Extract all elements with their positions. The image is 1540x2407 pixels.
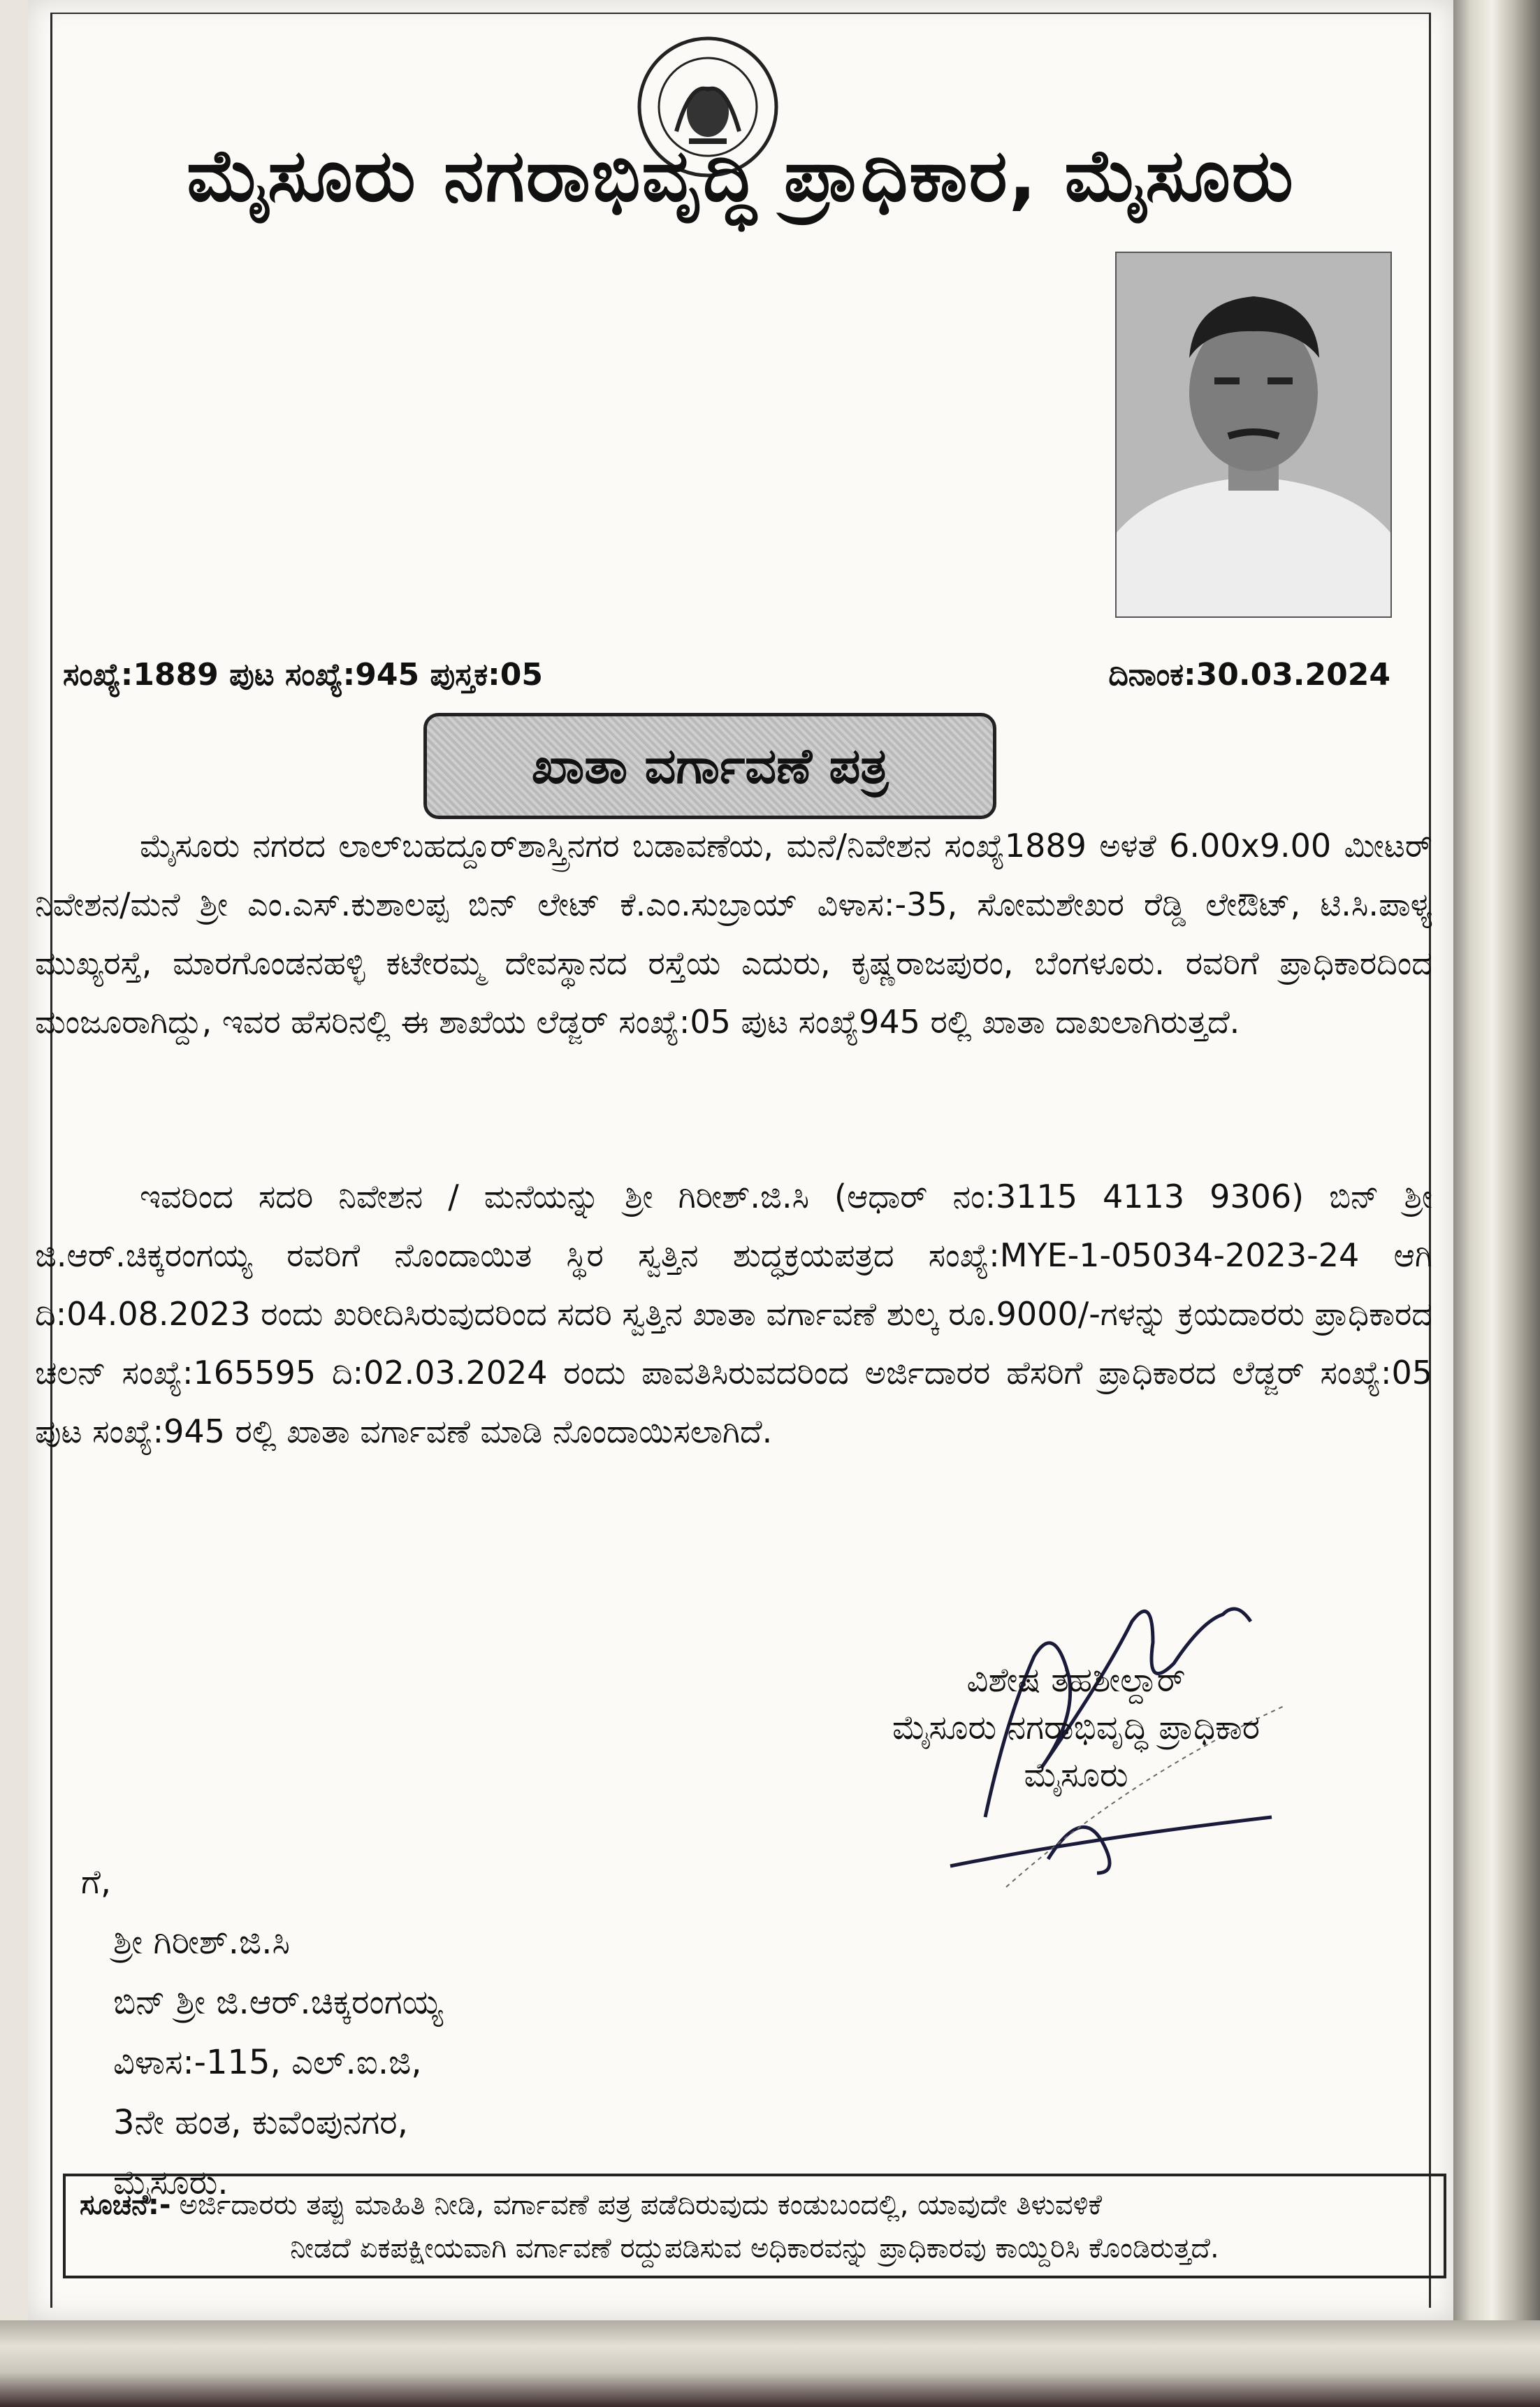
recipient-name: ಶ್ರೀ ಗಿರೀಶ್.ಜಿ.ಸಿ xyxy=(113,1923,291,1962)
notice-text-2: ನೀಡದೆ ಏಕಪಕ್ಷೀಯವಾಗಿ ವರ್ಗಾವಣೆ ರದ್ದುಪಡಿಸುವ ಅಧಿಕಾರವನ್ನು ಪ್ರಾಧಿಕಾರವು ಕಾಯ್ದಿರಿಸಿ ಕೊಂಡಿರುತ್ತದೆ. xyxy=(290,2232,1219,2264)
page-title: ಮೈಸೂರು ನಗರಾಭಿವೃದ್ಧಿ ಪ್ರಾಧಿಕಾರ, ಮೈಸೂರು xyxy=(187,133,1295,218)
document-date: ದಿನಾಂಕ:30.03.2024 xyxy=(1108,657,1390,693)
reference-number: ಸಂಖ್ಯೆ:1889 ಪುಟ ಸಂಖ್ಯೆ:945 ಪುಸ್ತಕ:05 xyxy=(63,657,543,693)
recipient-address-line-2: 3ನೇ ಹಂತ, ಕುವೆಂಪುನಗರ, xyxy=(113,2103,408,2142)
recipient-address xyxy=(81,1852,443,2213)
recipient-relation: ಬಿನ್ ಶ್ರೀ ಜಿ.ಆರ್.ಚಿಕ್ಕರಂಗಯ್ಯ xyxy=(113,1983,443,2022)
notice-label: ಸೂಚನೆ:- xyxy=(80,2189,171,2221)
signatory-office: ಮೈಸೂರು ನಗರಾಭಿವೃದ್ಧಿ ಪ್ರಾಧಿಕಾರ xyxy=(892,1708,1261,1747)
recipient-address-line-1: ವಿಳಾಸ:-115, ಎಲ್.ಐ.ಜಿ, xyxy=(113,2043,422,2082)
notice-line-1 xyxy=(80,2183,1430,2227)
applicant-photo xyxy=(1115,252,1392,618)
signatory-block xyxy=(811,1656,1342,1799)
body-paragraph-2: ಇವರಿಂದ ಸದರಿ ನಿವೇಶನ / ಮನೆಯನ್ನು ಶ್ರೀ ಗಿರೀಶ್.ಜಿ.ಸಿ (ಆಧಾರ್ ನಂ:3115 4113 9306) ಬಿನ್ ಶ್ರೀ ಜಿ.ಆರ್.ಚಿಕ್ಕರಂಗಯ್ಯ ರವರಿಗೆ ನೊಂದಾಯಿತ ಸ್ಥಿರ ಸ್ವತ್ತಿನ ಶುದ್ಧಕ್ರಯಪತ್ರದ ಸಂಖ್ಯೆ:MYE-1-05034-2023-24 ಆಗಿ ದಿ:04.08.2023 ರಂದು ಖರೀದಿಸಿರುವುದರಿಂದ ಸದರಿ ಸ್ವತ್ತಿನ ಖಾತಾ ವರ್ಗಾವಣೆ ಶುಲ್ಕ ರೂ.9000/-ಗಳನ್ನು ಕ್ರಯದಾರರು ಪ್ರಾಧಿಕಾರದ ಚಲನ್ ಸಂಖ್ಯೆ:165595 ದಿ:02.03.2024 ರಂದು ಪಾವತಿಸಿರುವದರಿಂದ ಅರ್ಜಿದಾರರ ಹೆಸರಿಗೆ ಪ್ರಾಧಿಕಾರದ ಲೆಡ್ಜರ್ ಸಂಖ್ಯೆ:05 ಪುಟ ಸಂಖ್ಯೆ:945 ರಲ್ಲಿ ಖಾತಾ ವರ್ಗಾವಣೆ ಮಾಡಿ ನೊಂದಾಯಿಸಲಾಗಿದೆ. xyxy=(35,1178,1432,1450)
recipient-salutation: ಗೆ, xyxy=(81,1863,112,1902)
recipient-city: ಮೈಸೂರು. xyxy=(113,2163,228,2202)
document-heading: ಖಾತಾ ವರ್ಗಾವಣೆ ಪತ್ರ xyxy=(531,737,889,795)
book-edge-bottom xyxy=(0,2320,1540,2407)
body-paragraph-1: ಮೈಸೂರು ನಗರದ ಲಾಲ್‌ಬಹದ್ದೂರ್‌ಶಾಸ್ತ್ರಿನಗರ ಬಡಾವಣೆಯ, ಮನೆ/ನಿವೇಶನ ಸಂಖ್ಯೆ1889 ಅಳತೆ 6.00x9.00 ಮೀಟರ್ ನಿವೇಶನ/ಮನೆ ಶ್ರೀ ಎಂ.ಎಸ್.ಕುಶಾಲಪ್ಪ ಬಿನ್ ಲೇಟ್ ಕೆ.ಎಂ.ಸುಬ್ರಾಯ್ ವಿಳಾಸ:-35, ಸೋಮಶೇಖರ ರೆಡ್ಡಿ ಲೇಔಟ್, ಟಿ.ಸಿ.ಪಾಳ್ಯ ಮುಖ್ಯರಸ್ತೆ, ಮಾರಗೊಂಡನಹಳ್ಳಿ ಕಟೇರಮ್ಮ ದೇವಸ್ಥಾನದ ರಸ್ತೆಯ ಎದುರು, ಕೃಷ್ಣರಾಜಪುರಂ, ಬೆಂಗಳೂರು. ರವರಿಗೆ ಪ್ರಾಧಿಕಾರದಿಂದ ಮಂಜೂರಾಗಿದ್ದು, ಇವರ ಹೆಸರಿನಲ್ಲಿ ಈ ಶಾಖೆಯ ಲೆಡ್ಜರ್ ಸಂಖ್ಯೆ:05 ಪುಟ ಸಂಖ್ಯೆ945 ರಲ್ಲಿ ಖಾತಾ ದಾಖಲಾಗಿರುತ್ತದೆ. xyxy=(35,827,1432,1041)
notice-box xyxy=(63,2174,1446,2278)
signatory-place: ಮೈಸೂರು xyxy=(1024,1756,1128,1795)
book-edge-right xyxy=(1453,0,1540,2407)
document-page xyxy=(28,0,1453,2320)
notice-text-1: ಅರ್ಜಿದಾರರು ತಪ್ಪು ಮಾಹಿತಿ ನೀಡಿ, ವರ್ಗಾವಣೆ ಪತ್ರ ಪಡೆದಿರುವುದು ಕಂಡುಬಂದಲ್ಲಿ, ಯಾವುದೇ ತಿಳುವಳಿಕೆ xyxy=(179,2189,1103,2221)
document-heading-box xyxy=(423,713,996,819)
signatory-designation: ವಿಶೇಷ ತಹಶೀಲ್ದಾರ್ xyxy=(966,1661,1186,1700)
